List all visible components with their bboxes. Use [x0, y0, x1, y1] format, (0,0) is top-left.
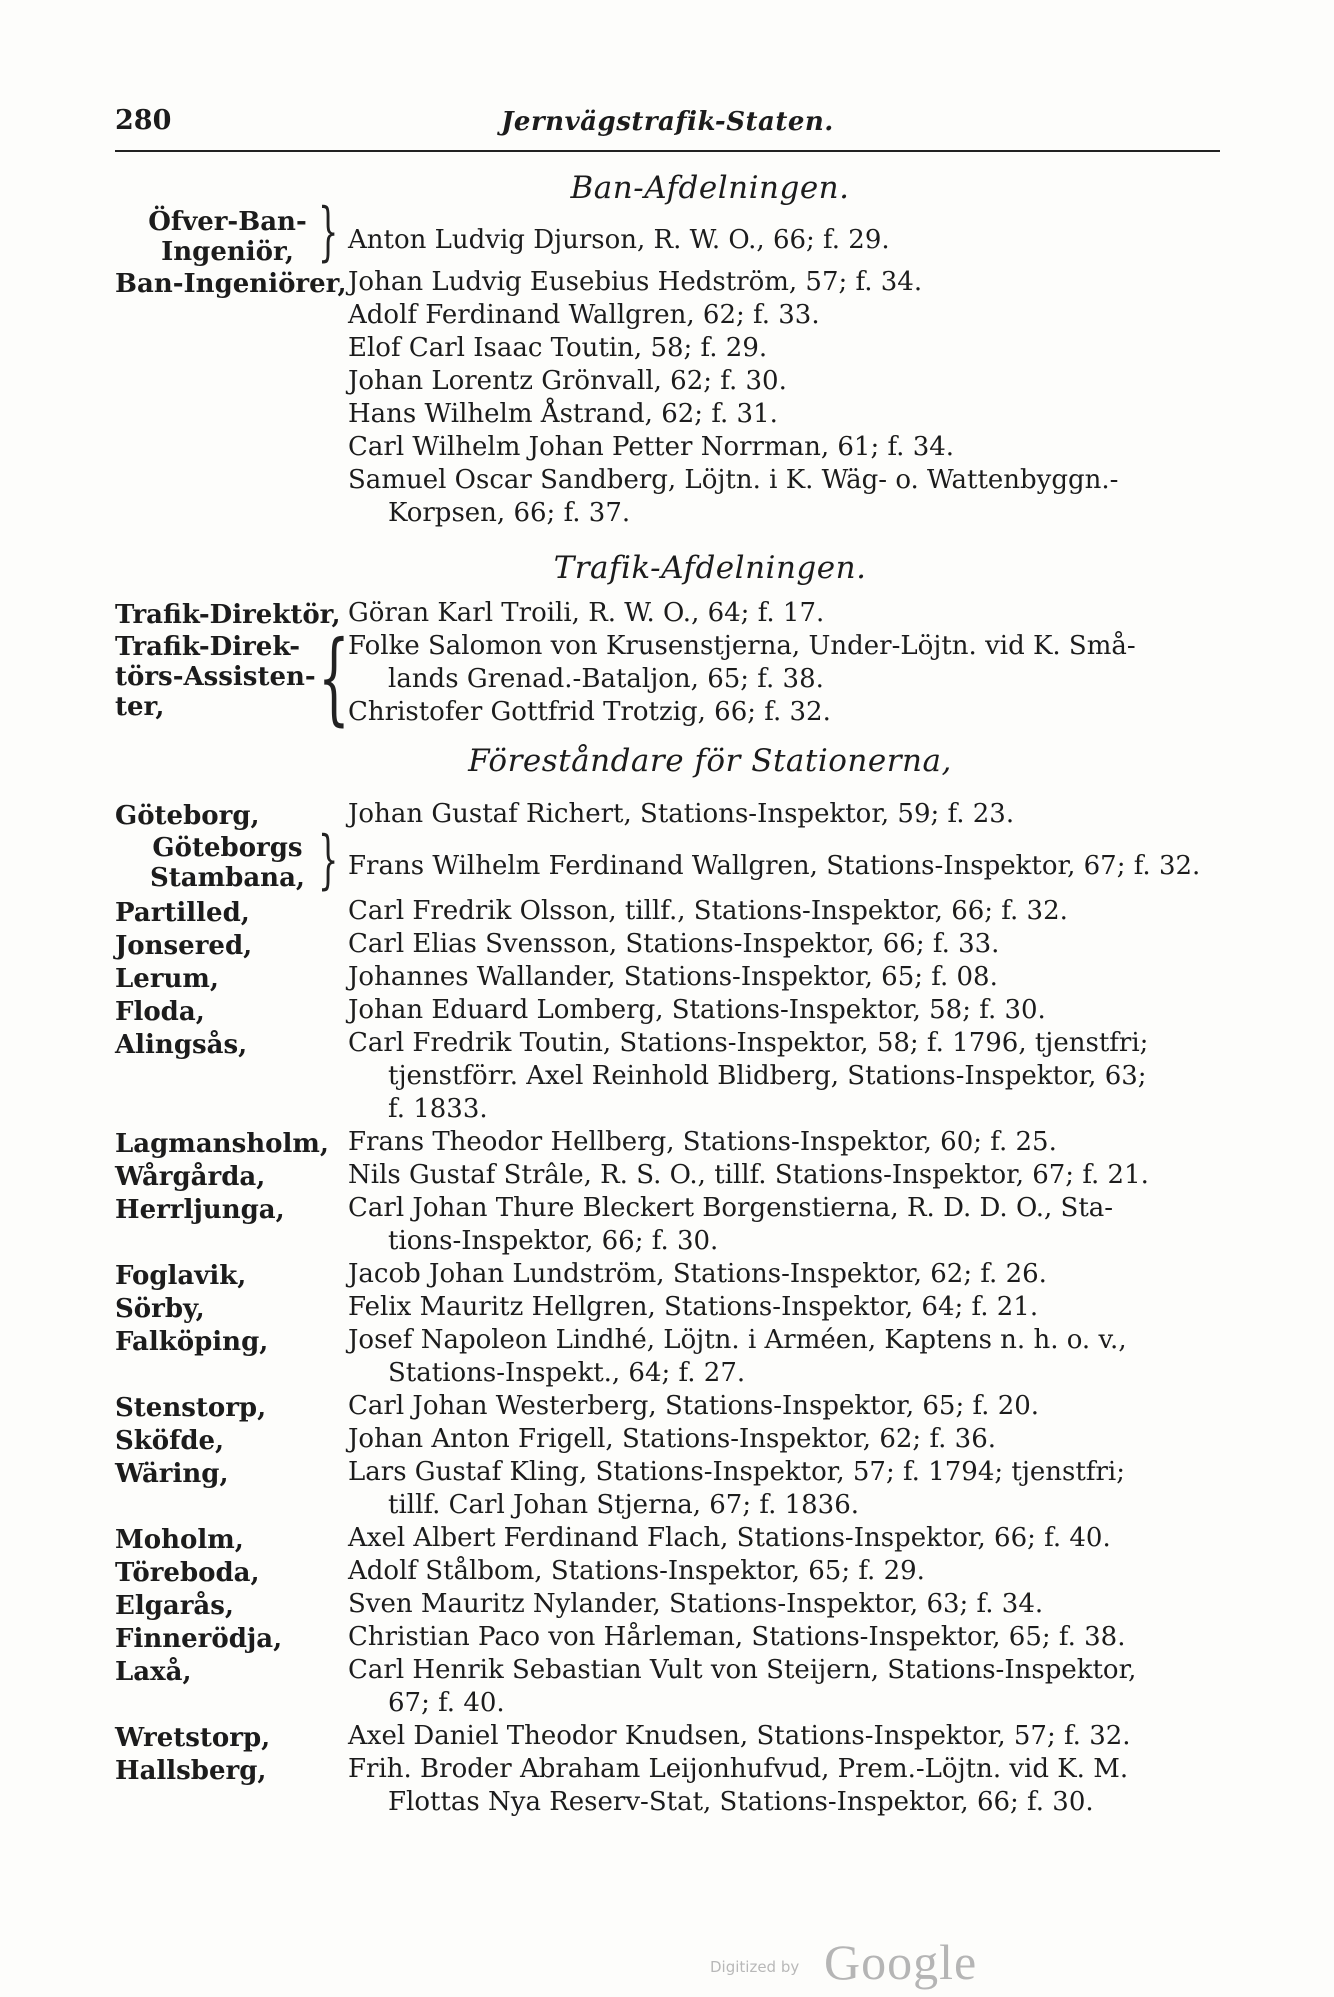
entry-text: Axel Albert Ferdinand Flach, Stations-Inspektor, 66; f. 40. [348, 1523, 1111, 1553]
entry-label: Göteborgs Stambana, [150, 833, 305, 893]
entry-label: Floda, [115, 997, 205, 1027]
section-title-stationerna: Föreståndare för Stationerna, [468, 743, 952, 779]
entry-label: Lagmansholm, [115, 1129, 329, 1159]
page-number: 280 [115, 105, 172, 136]
entry-text: Johan Anton Frigell, Stations-Inspektor, 62; f. 36. [348, 1424, 997, 1454]
entry-text: Göran Karl Troili, R. W. O., 64; f. 17. [348, 598, 825, 628]
entry-text: Felix Mauritz Hellgren, Stations-Inspektor, 64; f. 21. [348, 1292, 1039, 1322]
entry-label: Falköping, [115, 1327, 269, 1357]
entry-text: Christian Paco von Hårleman, Stations-Inspektor, 65; f. 38. [348, 1622, 1126, 1652]
entry-label: Partilled, [115, 898, 250, 928]
brace-mark: } [318, 195, 339, 269]
entry-text: Frans Wilhelm Ferdinand Wallgren, Stations-Inspektor, 67; f. 32. [348, 851, 1201, 881]
entry-text: Carl Johan Thure Bleckert Borgenstierna, R. D. D. O., Sta- tions-Inspektor, 66; f. 30. [348, 1193, 1114, 1256]
entry-label: Hallsberg, [115, 1756, 267, 1786]
entry-text: Johannes Wallander, Stations-Inspektor, 65; f. 08. [348, 962, 998, 992]
entry-text: Carl Fredrik Toutin, Stations-Inspektor, 58; f. 1796, tjenstfri; tjenstförr. Axel Reinhold Blidberg, Stations-Inspektor, 63; f. 1833. [348, 1028, 1149, 1124]
entry-label: Jonsered, [115, 931, 253, 961]
entry-text: Johan Gustaf Richert, Stations-Inspektor, 59; f. 23. [348, 799, 1015, 829]
entry-label: Laxå, [115, 1657, 192, 1687]
entry-label: Sörby, [115, 1294, 205, 1324]
entry-label: Sköfde, [115, 1426, 225, 1456]
page-header [115, 105, 1220, 149]
entry-label: Wäring, [115, 1459, 229, 1489]
entry-text: Carl Henrik Sebastian Vult von Steijern, Stations-Inspektor, 67; f. 40. [348, 1655, 1137, 1718]
entry-text: Frih. Broder Abraham Leijonhufvud, Prem.-Löjtn. vid K. M. Flottas Nya Reserv-Stat, Stations-Inspektor, 66; f. 30. [348, 1754, 1129, 1817]
entry-label: Trafik-Direk- törs-Assisten- ter, [115, 632, 316, 722]
brace-mark: { [318, 619, 350, 736]
entry-label: Alingsås, [115, 1030, 248, 1060]
section-title-ban: Ban-Afdelningen. [570, 170, 850, 206]
entry-label: Wårgårda, [115, 1162, 266, 1192]
entry-label: Moholm, [115, 1525, 244, 1555]
entry-text: Frans Theodor Hellberg, Stations-Inspektor, 60; f. 25. [348, 1127, 1057, 1157]
entry-text: Anton Ludvig Djurson, R. W. O., 66; f. 29. [348, 225, 890, 255]
section-title-trafik: Trafik-Afdelningen. [553, 550, 867, 586]
entry-label: Göteborg, [115, 801, 260, 831]
entry-text: Johan Eduard Lomberg, Stations-Inspektor, 58; f. 30. [348, 995, 1046, 1025]
entry-label: Lerum, [115, 964, 219, 994]
brace-mark: } [318, 823, 339, 897]
entry-text: Sven Mauritz Nylander, Stations-Inspektor, 63; f. 34. [348, 1589, 1044, 1619]
entry-text: Carl Johan Westerberg, Stations-Inspektor, 65; f. 20. [348, 1391, 1040, 1421]
entry-text: Carl Elias Svensson, Stations-Inspektor, 66; f. 33. [348, 929, 1000, 959]
header-rule [115, 150, 1220, 152]
running-title: Jernvägstrafik-Staten. [501, 107, 834, 137]
entry-label: Trafik-Direktör, [115, 600, 341, 630]
entry-label: Wretstorp, [115, 1723, 271, 1753]
entry-text: Folke Salomon von Krusenstjerna, Under-Löjtn. vid K. Små- lands Grenad.-Bataljon, 65; f. 38. Christofer Gottfrid Trotzig, 66; f. 32. [348, 631, 1136, 727]
entry-label: Öfver-Ban- Ingeniör, [148, 207, 307, 267]
digitized-watermark [710, 1933, 1040, 1990]
entry-text: Carl Fredrik Olsson, tillf., Stations-Inspektor, 66; f. 32. [348, 896, 1068, 926]
entry-label: Finnerödja, [115, 1624, 283, 1654]
entry-text: Adolf Stålbom, Stations-Inspektor, 65; f. 29. [348, 1556, 925, 1586]
entry-text: Lars Gustaf Kling, Stations-Inspektor, 57; f. 1794; tjenstfri; tillf. Carl Johan Stjerna, 67; f. 1836. [348, 1457, 1125, 1520]
digitized-by-text: Digitized by [710, 1958, 800, 1976]
google-logo: Google [824, 1934, 978, 1990]
entry-label: Foglavik, [115, 1261, 247, 1291]
entry-text: Jacob Johan Lundström, Stations-Inspektor, 62; f. 26. [348, 1259, 1047, 1289]
entry-text: Nils Gustaf Strâle, R. S. O., tillf. Stations-Inspektor, 67; f. 21. [348, 1160, 1149, 1190]
entry-label: Töreboda, [115, 1558, 260, 1588]
entry-label: Herrljunga, [115, 1195, 285, 1225]
entry-text: Josef Napoleon Lindhé, Löjtn. i Arméen, Kaptens n. h. o. v., Stations-Inspekt., 64; f. 27. [348, 1325, 1127, 1388]
entry-text: Axel Daniel Theodor Knudsen, Stations-Inspektor, 57; f. 32. [348, 1721, 1131, 1751]
entry-label: Ban-Ingeniörer, [115, 269, 347, 299]
entry-label: Stenstorp, [115, 1393, 267, 1423]
entry-text: Johan Ludvig Eusebius Hedström, 57; f. 34. Adolf Ferdinand Wallgren, 62; f. 33. Elof Carl Isaac Toutin, 58; f. 29. Johan Lorentz Grönvall, 62; f. 30. Hans Wilhelm Åstrand, 62; f. 31. Carl Wilhelm Johan Petter Norrman, 61; f. 34. Samuel Oscar Sandberg, Löjtn. i K. Wäg- o. Wattenbyggn.- Korpsen, 66; f. 37. [348, 267, 1119, 528]
entry-label: Elgarås, [115, 1591, 234, 1621]
